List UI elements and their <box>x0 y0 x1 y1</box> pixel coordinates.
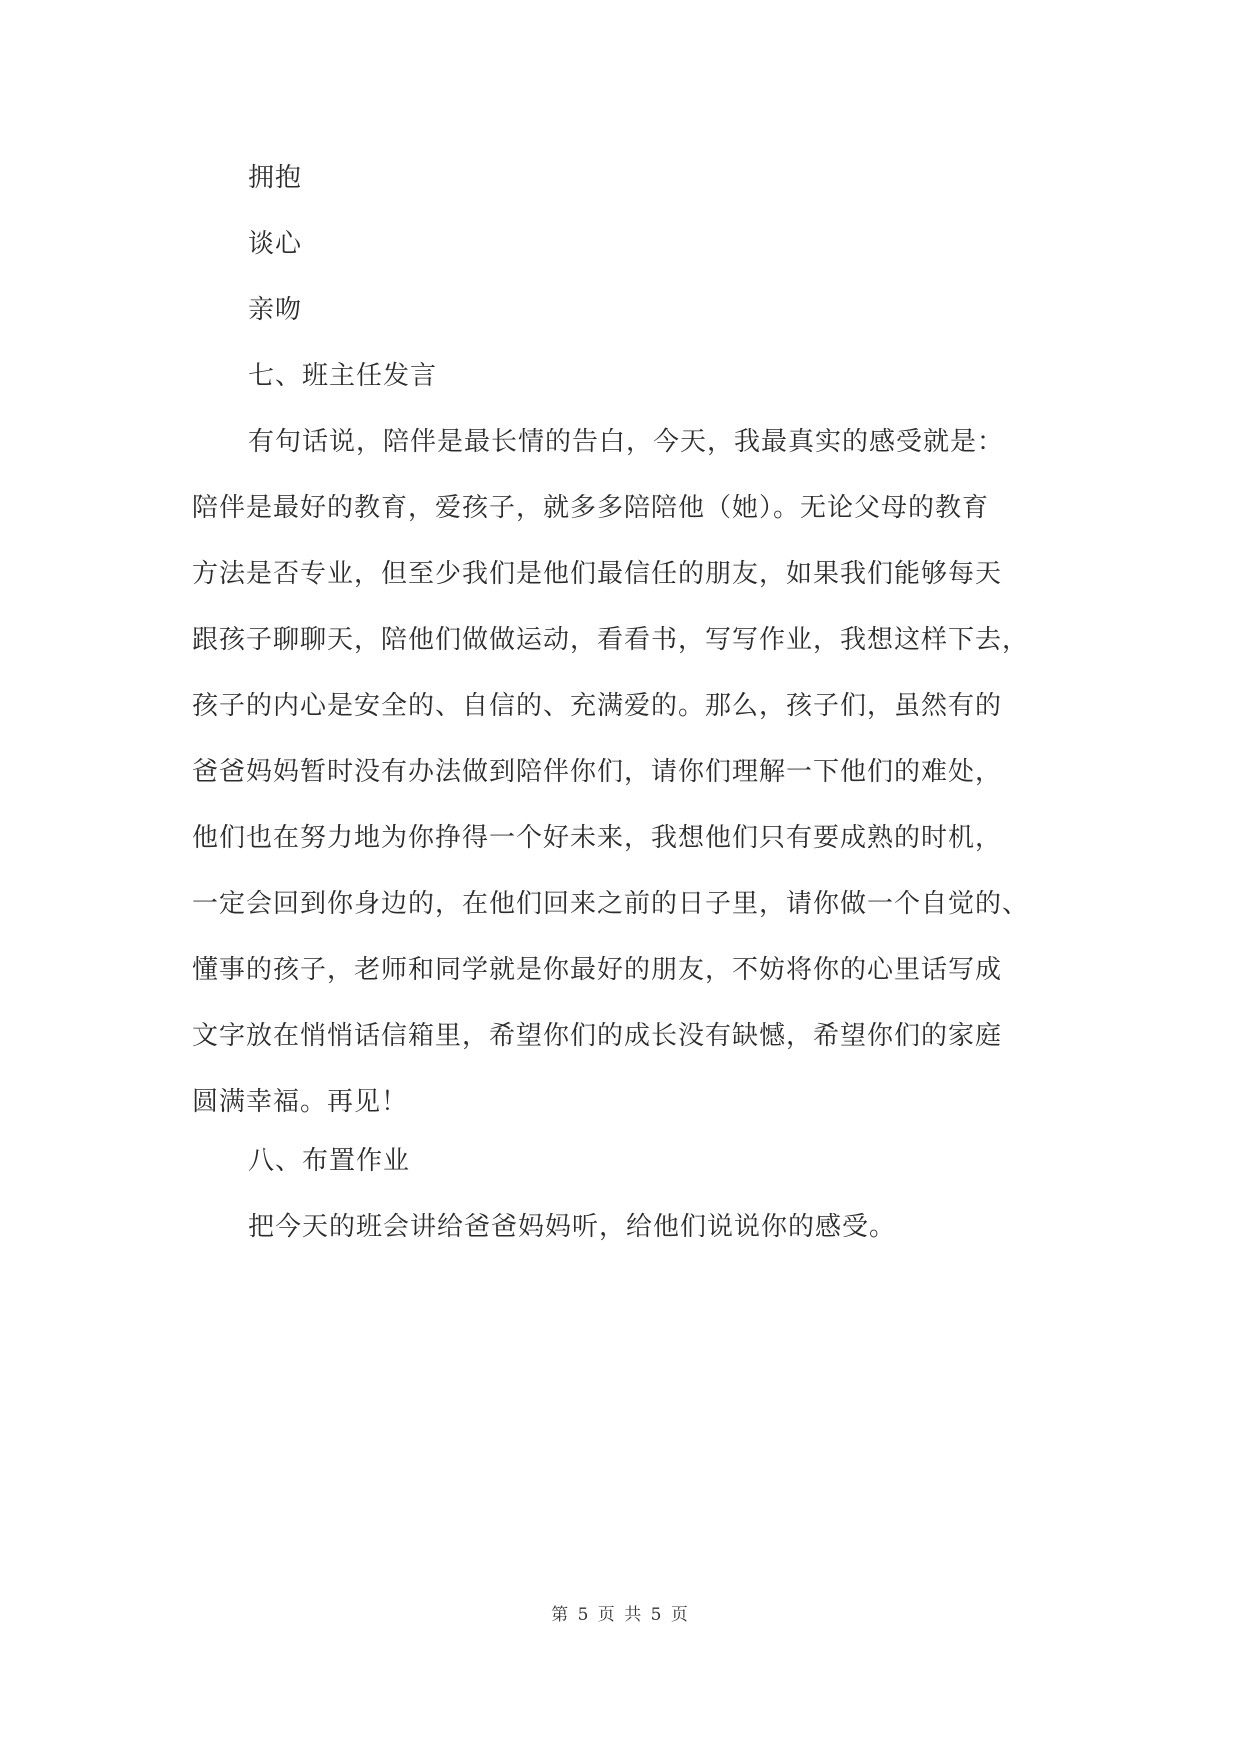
section-7-heading: 七、班主任发言 <box>248 361 438 391</box>
paragraph-line: 爸爸妈妈暂时没有办法做到陪伴你们，请你们理解一下他们的难处， <box>192 757 1003 787</box>
paragraph-line: 文字放在悄悄话信箱里，希望你们的成长没有缺憾，希望你们的家庭 <box>192 1021 1003 1051</box>
paragraph-line: 圆满幸福。再见！ <box>192 1087 409 1117</box>
paragraph-line: 陪伴是最好的教育，爱孩子，就多多陪陪他（她）。无论父母的教育 <box>192 493 990 523</box>
list-item-hug: 拥抱 <box>248 163 303 193</box>
paragraph-line: 一定会回到你身边的，在他们回来之前的日子里，请你做一个自觉的、 <box>192 889 1030 919</box>
paragraph-line: 方法是否专业，但至少我们是他们最信任的朋友，如果我们能够每天 <box>192 559 1003 589</box>
paragraph-line: 懂事的孩子，老师和同学就是你最好的朋友，不妨将你的心里话写成 <box>192 955 1003 985</box>
paragraph-line: 跟孩子聊聊天，陪他们做做运动，看看书，写写作业，我想这样下去， <box>192 625 1030 655</box>
paragraph-line: 有句话说，陪伴是最长情的告白，今天，我最真实的感受就是： <box>248 427 1005 457</box>
document-body <box>192 158 1052 1273</box>
paragraph-line: 孩子的内心是安全的、自信的、充满爱的。那么，孩子们，虽然有的 <box>192 691 1003 721</box>
section-8-text: 把今天的班会讲给爸爸妈妈听，给他们说说你的感受。 <box>248 1212 897 1242</box>
paragraph-line: 他们也在努力地为你挣得一个好未来，我想他们只有要成熟的时机， <box>192 823 1003 853</box>
list-item-talk: 谈心 <box>248 229 303 259</box>
page-number-footer: 第 5 页 共 5 页 <box>551 1605 690 1625</box>
section-7-paragraph <box>192 409 1052 1135</box>
section-8-heading: 八、布置作业 <box>248 1146 411 1176</box>
list-item-kiss: 亲吻 <box>248 295 303 325</box>
